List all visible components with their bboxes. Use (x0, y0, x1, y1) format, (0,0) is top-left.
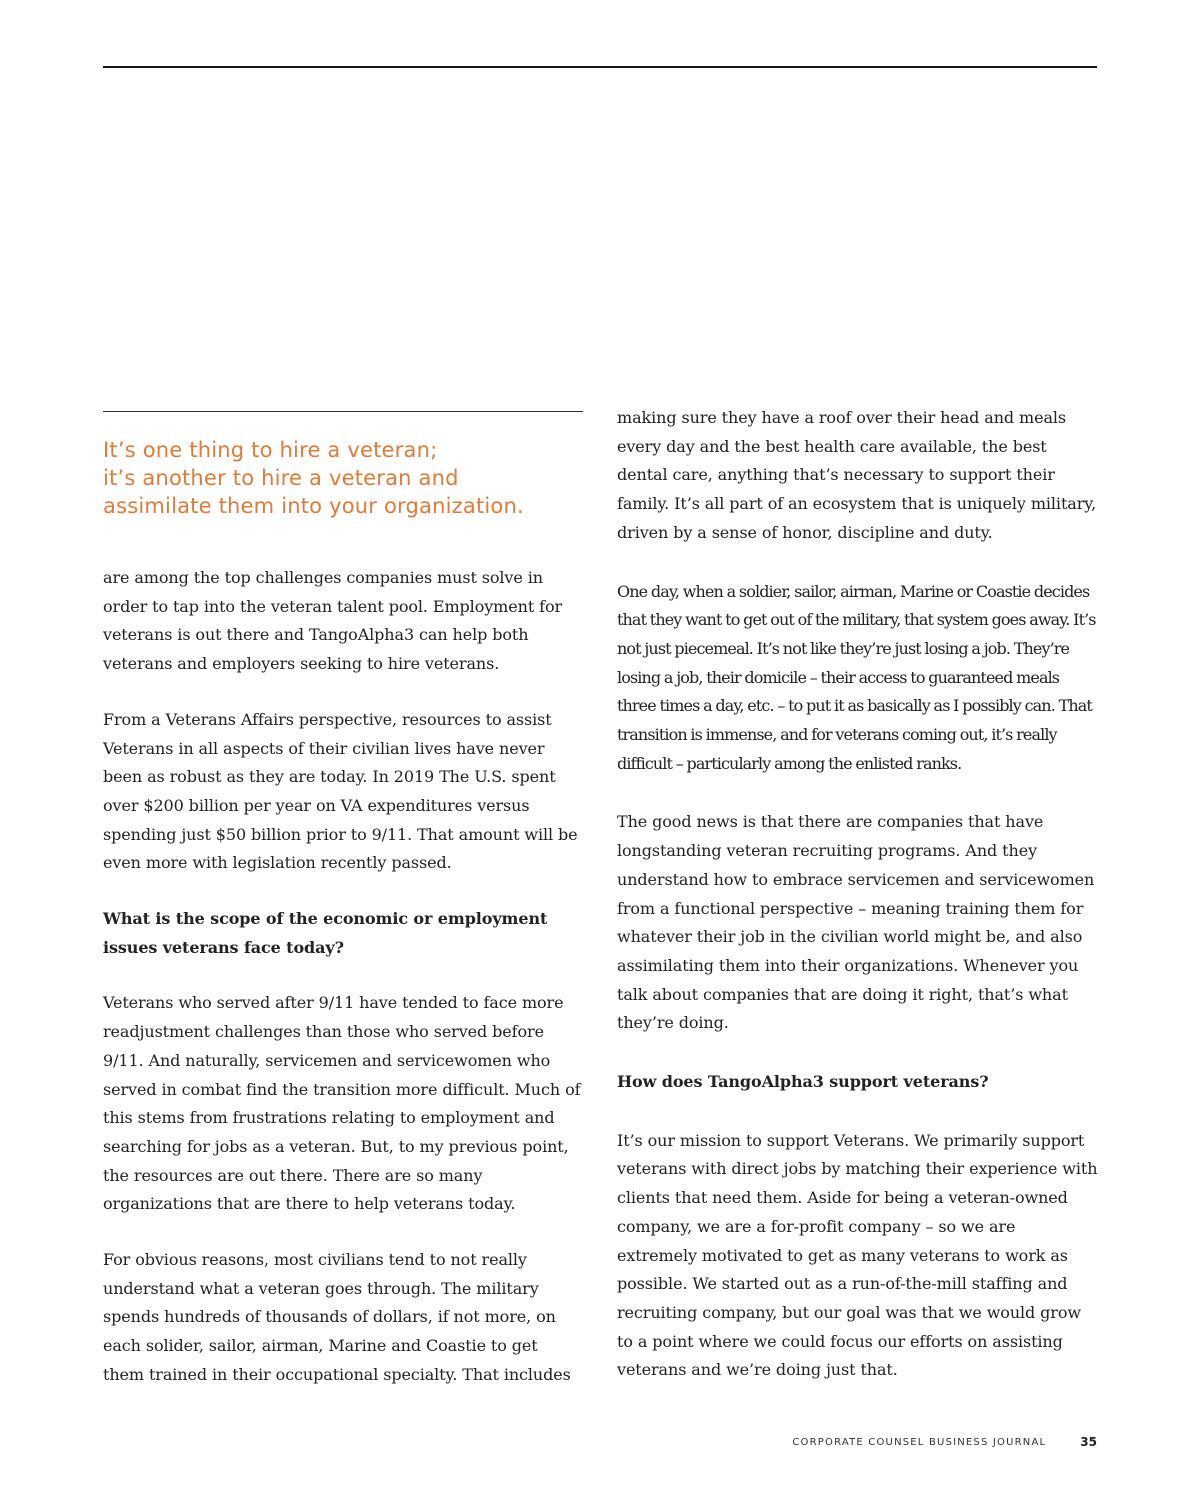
page-footer (792, 1434, 1097, 1450)
question-heading-1: What is the scope of the economic or employment issues veterans face today? (103, 909, 548, 957)
left-column (103, 404, 583, 1390)
right-paragraph-1: making sure they have a roof over their head and meals every day and the best health care available, the best dental care, anything that’s necessary to support their family. It’s all part of an ecosystem that is uniquely military, driven by a sense of honor, discipline and duty. (617, 408, 1097, 542)
question-heading-2: How does TangoAlpha3 support veterans? (617, 1072, 989, 1092)
right-column (617, 404, 1099, 1385)
left-paragraph-4: For obvious reasons, most civilians tend to not really understand what a veteran goes through. The military spends hundreds of thousands of dollars, if not more, on each solider, sailor, airman, Marine and Coastie to get them trained in their occupational specialty. That includes (103, 1250, 571, 1384)
left-paragraph-3: Veterans who served after 9/11 have tended to face more readjustment challenges than those who served before 9/11. And naturally, servicemen and servicewomen who served in combat find the transition more difficult. Much of this stems from frustrations relating to employment and searching for jobs as a veteran. But, to my previous point, the resources are out there. There are so many organizations that are there to help veterans today. (103, 993, 581, 1214)
right-paragraph-4: It’s our mission to support Veterans. We primarily support veterans with direct jobs by matching their experience with clients that need them. Aside for being a veteran-owned company, we are a for-profit company – so we are extremely motivated to get as many veterans to work as possible. We started out as a run-of-the-mill staffing and recruiting company, but our goal was that we would grow to a point where we could focus our efforts on assisting veterans and we’re doing just that. (617, 1130, 1098, 1380)
page-number: 35 (1080, 1435, 1097, 1449)
pull-quote (103, 436, 583, 520)
top-rule (103, 66, 1097, 68)
pull-quote-line-3: assimilate them into your organization. (103, 494, 524, 518)
left-paragraph-2: From a Veterans Affairs perspective, resources to assist Veterans in all aspects of their civilian lives have never been as robust as they are today. In 2019 The U.S. spent over $200 billion per year on VA expenditures versus spending just $50 billion prior to 9/11. That amount will be even more with legislation recently passed. (103, 709, 578, 873)
right-paragraph-2: One day, when a soldier, sailor, airman, Marine or Coastie decides that they want to get out of the military, that system goes away. It’s not just piecemeal. It’s not like they’re just losing a job. They’re losing a job, their domicile – their access to guaranteed meals three times a day, etc. – to put it as basically as I possibly can. That transition is immense, and for veterans coming out, it’s really difficult – particularly among the enlisted ranks. (617, 581, 1096, 773)
pull-quote-rule (103, 411, 583, 412)
pull-quote-line-2: it’s another to hire a veteran and (103, 466, 459, 490)
pull-quote-line-1: It’s one thing to hire a veteran; (103, 438, 438, 462)
right-paragraph-3: The good news is that there are companies that have longstanding veteran recruiting programs. And they understand how to embrace servicemen and servicewomen from a functional perspective – meaning training them for whatever their job in the civilian world might be, and also assimilating them into their organizations. Whenever you talk about companies that are doing it right, that’s what they’re doing. (617, 812, 1095, 1033)
journal-name: CORPORATE COUNSEL BUSINESS JOURNAL (792, 1436, 1047, 1448)
left-paragraph-1: are among the top challenges companies must solve in order to tap into the veteran talent pool. Employment for veterans is out there and TangoAlpha3 can help both veterans and employers seeking to hire veterans. (103, 568, 563, 674)
